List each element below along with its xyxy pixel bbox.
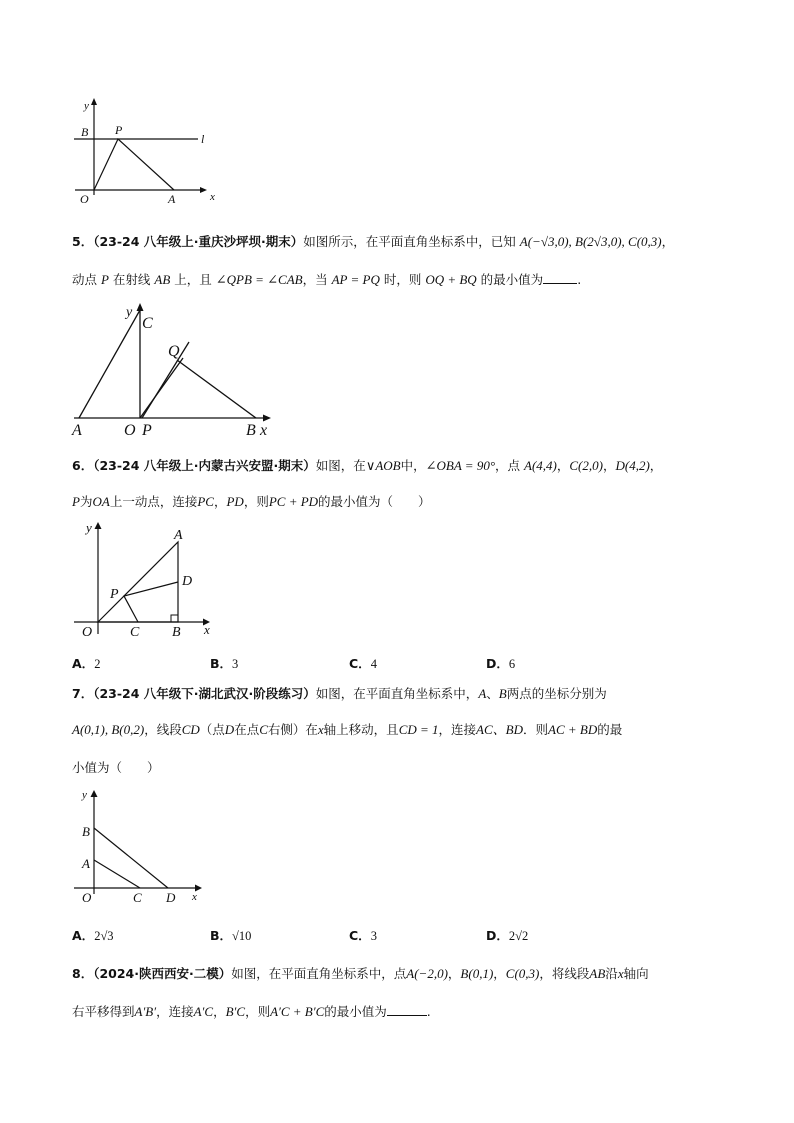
q5-coords: A(−√3,0), B(2√3,0), C(0,3) — [519, 234, 662, 249]
label-o: O — [82, 625, 93, 640]
q7-source: （23-24 八年级下·湖北武汉·阶段练习） — [93, 686, 316, 701]
x-arrow-icon — [200, 187, 207, 193]
label-c: C — [142, 315, 153, 332]
figure-q5-svg — [68, 298, 278, 440]
q7-choice-d[interactable]: D．2√2 — [486, 928, 529, 943]
figure-q5 — [68, 298, 278, 440]
q7-choice-b[interactable]: B．√10 — [210, 928, 252, 943]
segment-bd — [94, 828, 168, 888]
label-b: B — [246, 422, 256, 439]
q7-line2: A(0,1), B(0,2)，线段CD（点D在点C右侧）在x轴上移动，且CD = 1，连接AC、BD．则AC + BD的最 — [72, 722, 623, 737]
label-p: P — [115, 123, 123, 137]
label-a: A — [82, 856, 90, 871]
q8-line2: 右平移得到A′B′，连接A′C，B′C，则A′C + B′C的最小值为 . — [72, 1004, 431, 1019]
segment-qb — [177, 360, 256, 418]
q5-source: （23-24 八年级上·重庆沙坪坝·期末） — [93, 234, 304, 249]
label-d: D — [166, 890, 176, 905]
label-q: Q — [168, 343, 180, 360]
label-d: D — [182, 574, 193, 589]
ray-pq — [142, 342, 189, 418]
label-a: A — [72, 422, 82, 439]
q6-line1: 6．（23-24 八年级上·内蒙古兴安盟·期末）如图，在∨AOB中，∠OBA = 90°，点 A(4,4)，C(2,0)，D(4,2)， — [72, 458, 663, 473]
q6-source: （23-24 八年级上·内蒙古兴安盟·期末） — [93, 458, 316, 473]
label-c: C — [130, 625, 140, 640]
segments-op-pa — [94, 139, 174, 190]
q5-line1: 5．（23-24 八年级上·重庆沙坪坝·期末）如图所示，在平面直角坐标系中，已知 A(−√3,0), B(2√3,0), C(0,3)， — [72, 234, 675, 249]
q7-choice-a[interactable]: A．2√3 — [72, 928, 114, 943]
answer-blank[interactable] — [543, 273, 577, 284]
figure-q7 — [70, 786, 210, 906]
segment-oq — [140, 358, 183, 418]
figure-q4-svg — [70, 95, 220, 210]
triangle-aob — [98, 542, 178, 622]
q6-choice-c[interactable]: C．4 — [349, 656, 377, 671]
q7-choice-c[interactable]: C．3 — [349, 928, 377, 943]
label-y: y — [86, 520, 92, 535]
y-arrow-icon — [137, 303, 144, 311]
label-a: A — [174, 528, 183, 543]
q7-number: 7 — [72, 686, 81, 701]
label-x: x — [192, 891, 197, 903]
x-arrow-icon — [263, 415, 271, 422]
label-p: P — [142, 422, 152, 439]
label-y: y — [82, 789, 87, 801]
figure-q6-svg — [70, 518, 220, 643]
label-p: P — [110, 587, 119, 602]
q8-source: （2024·陕西西安·二模） — [93, 966, 232, 981]
label-o: O — [80, 192, 89, 206]
right-angle-mark — [171, 615, 178, 622]
label-x: x — [210, 191, 215, 203]
label-x: x — [260, 422, 268, 439]
y-arrow-icon — [91, 790, 98, 797]
label-b: B — [81, 125, 89, 139]
y-arrow-icon — [95, 522, 102, 529]
label-b: B — [82, 824, 90, 839]
label-y: y — [126, 305, 133, 320]
q8-number: 8 — [72, 966, 81, 981]
q6-line2: P为OA上一动点，连接PC，PD，则PC + PD的最小值为（ ） — [72, 494, 431, 509]
q7-line1: 7．（23-24 八年级下·湖北武汉·阶段练习）如图，在平面直角坐标系中，A、B两点的坐标分别为 — [72, 686, 607, 701]
segment-ac — [79, 310, 140, 418]
q7-line3: 小值为（ ） — [72, 760, 160, 775]
label-b: B — [172, 625, 181, 640]
q6-choice-b[interactable]: B．3 — [210, 656, 239, 671]
figure-q7-svg — [70, 786, 210, 906]
label-x: x — [204, 622, 210, 637]
label-c: C — [133, 890, 142, 905]
answer-blank[interactable] — [387, 1005, 427, 1016]
q5-number: 5 — [72, 234, 81, 249]
y-arrow-icon — [91, 98, 97, 105]
label-y: y — [84, 100, 89, 112]
figure-q6 — [70, 518, 220, 643]
label-a: A — [168, 192, 176, 206]
label-l: l — [201, 132, 205, 146]
q6-choice-a[interactable]: A．2 — [72, 656, 101, 671]
label-o: O — [82, 890, 92, 905]
segment-ac — [94, 860, 140, 888]
label-o: O — [124, 422, 136, 439]
q6-number: 6 — [72, 458, 81, 473]
q8-line1: 8．（2024·陕西西安·二模）如图，在平面直角坐标系中，点A(−2,0)，B(0,1)，C(0,3)，将线段AB沿x轴向 — [72, 966, 649, 981]
figure-q4 — [70, 95, 220, 210]
q6-choice-d[interactable]: D．6 — [486, 656, 516, 671]
q5-line2: 动点 P 在射线 AB 上，且 ∠QPB = ∠CAB，当 AP = PQ 时，则 OQ + BQ 的最小值为 . — [72, 272, 582, 287]
